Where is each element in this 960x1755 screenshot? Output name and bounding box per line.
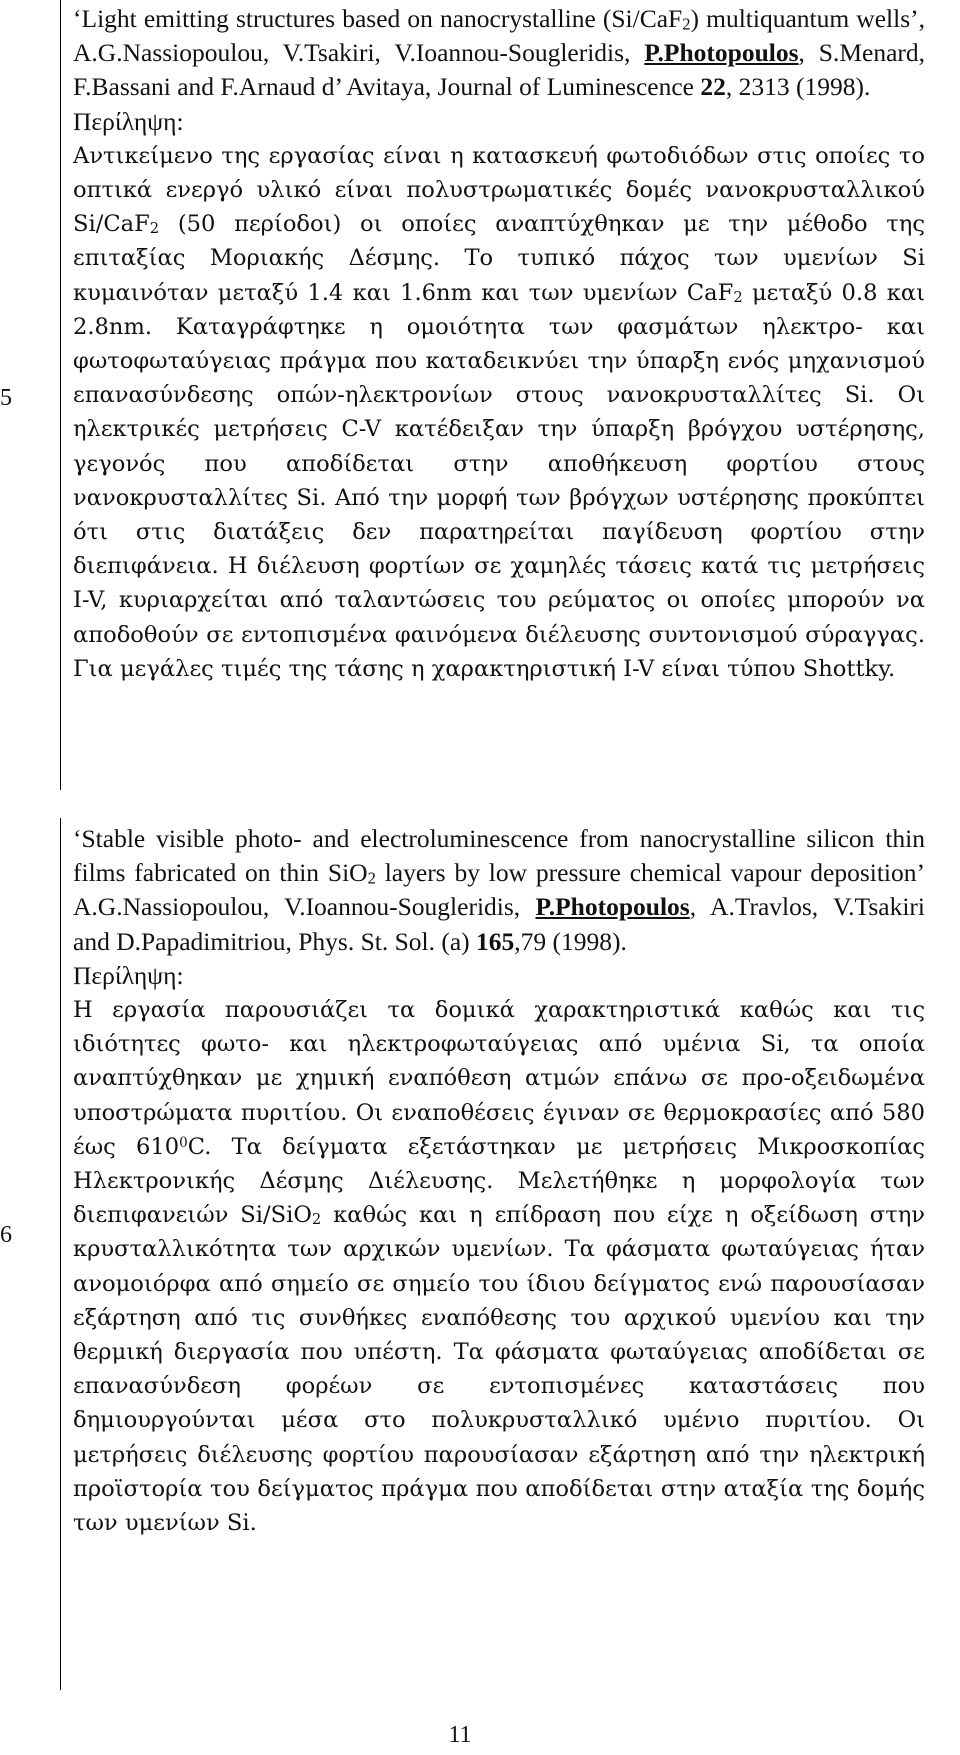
abstract-label: Περίληψη: [73,106,184,136]
entry-number: 5 [0,385,12,411]
citation: ‘Light emitting structures based on nanocrystalline (Si/CaF$_2$) multiquantum wells’, A.G.Nassiopoulou, V.Tsakiri, V.Ioannou-Sougleridis, P.Photopoulos, S.Menard, F.Bassani and F.Arnaud d’ Avitaya, Journal of Luminescence 22, 2313 (1998). [73,4,925,102]
entry-5-left-rule [60,0,61,790]
page-number: 11 [448,1722,472,1748]
entry-number: 6 [0,1222,12,1248]
citation: ‘Stable visible photo- and electroluminescence from nanocrystalline silicon thin films fabricated on thin SiO$_2$ layers by low pressure chemical vapour deposition’ A.G.Nassiopoulou, V.Ioannou-Sougleridis, P.Photopoulos, A.Travlos, V.Tsakiri and D.Papadimitriou, Phys. St. Sol. (a) 165,79 (1998). [73,824,925,956]
abstract-text: Η εργασία παρουσιάζει τα δομικά χαρακτηριστικά καθώς και τις ιδιότητες φωτο- και ηλεκτροφωταύγειας από υμένια Si, τα οποία αναπτύχθηκαν με χημική εναπόθεση ατμών επάνω σε προ-οξειδωμένα υποστρώματα πυριτίου. Οι εναποθέσεις έγιναν σε θερμοκρασίες από 580 έως $610^0C$. Τα δείγματα εξετάστηκαν με μετρήσεις Μικροσκοπίας Ηλεκτρονικής Δέσμης Διέλευσης. Μελετήθηκε η μορφολογία των διεπιφανειών Si/SiO$_2$ καθώς και η επίδραση που είχε η οξείδωση στην κρυσταλλικότητα των αρχικών υμενίων. Τα φάσματα φωταύγειας ήταν ανομοιόρφα από σημείο σε σημείο του ίδιου δείγματος ενώ παρουσίασαν εξάρτηση από τις συνθήκες εναπόθεσης του αρχικού υμενίου και την θερμική διεργασία που υπέστη. Τα φάσματα φωταύγειας αποδίδεται σε επανασύνδεση φορέων σε εντοπισμένες καταστάσεις που δημιουργούνται μέσα στο πολυκρυσταλλικό υμένιο πυριτίου. Οι μετρήσεις διέλευσης φορτίου παρουσίασαν εξάρτηση από την ηλεκτρική προϊστορία του δείγματος πράγμα που αποδίδεται στην αταξία της δομής των υμενίων Si. [73,997,925,1537]
volume: 165 [476,926,515,956]
highlighted-author: P.Photopoulos [535,892,690,922]
publication-entry [73,822,925,1540]
abstract-label: Περίληψη: [73,960,184,990]
abstract-text: Αντικείμενο της εργασίας είναι η κατασκευή φωτοδιόδων στις οποίες το οπτικά ενεργό υλικό είναι πολυστρωματικές δομές νανοκρυσταλλικού Si/CaF$_2$ (50 περίοδοι) οι οποίες αναπτύχθηκαν με την μέθοδο της επιταξίας Μοριακής Δέσμης. Το τυπικό πάχος των υμενίων Si κυμαινόταν μεταξύ 1.4 και 1.6nm και των υμενίων CaF$_2$ μεταξύ 0.8 και 2.8nm. Καταγράφτηκε η ομοιότητα των φασμάτων ηλεκτρο- και φωτοφωταύγειας πράγμα που καταδεικνύει την ύπαρξη ενός μηχανισμού επανασύνδεσης οπών-ηλεκτρονίων στους νανοκρυσταλλίτες Si. Οι ηλεκτρικές μετρήσεις C-V κατέδειξαν την ύπαρξη βρόγχου υστέρησης, γεγονός που αποδίδεται στην αποθήκευση φορτίου στους νανοκρυσταλλίτες Si. Από την μορφή των βρόγχων υστέρησης προκύπτει ότι στις διατάξεις δεν παρατηρείται παγίδευση φορτίου στην διεπιφάνεια. Η διέλευση φορτίων σε χαμηλές τάσεις κατά τις μετρήσεις I-V, κυριαρχείται από ταλαντώσεις του ρεύματος οι οποίες μπορούν να αποδοθούν σε εντοπισμένα φαινόμενα διέλευσης συντονισμού σύραγγας. Για μεγάλες τιμές της τάσης η χαρακτηριστική I-V είναι τύπου Shottky. [73,142,925,682]
highlighted-author: P.Photopoulos [644,38,799,68]
volume: 22 [700,72,726,102]
entry-6-left-rule [60,818,61,1690]
publication-entry [73,2,925,686]
